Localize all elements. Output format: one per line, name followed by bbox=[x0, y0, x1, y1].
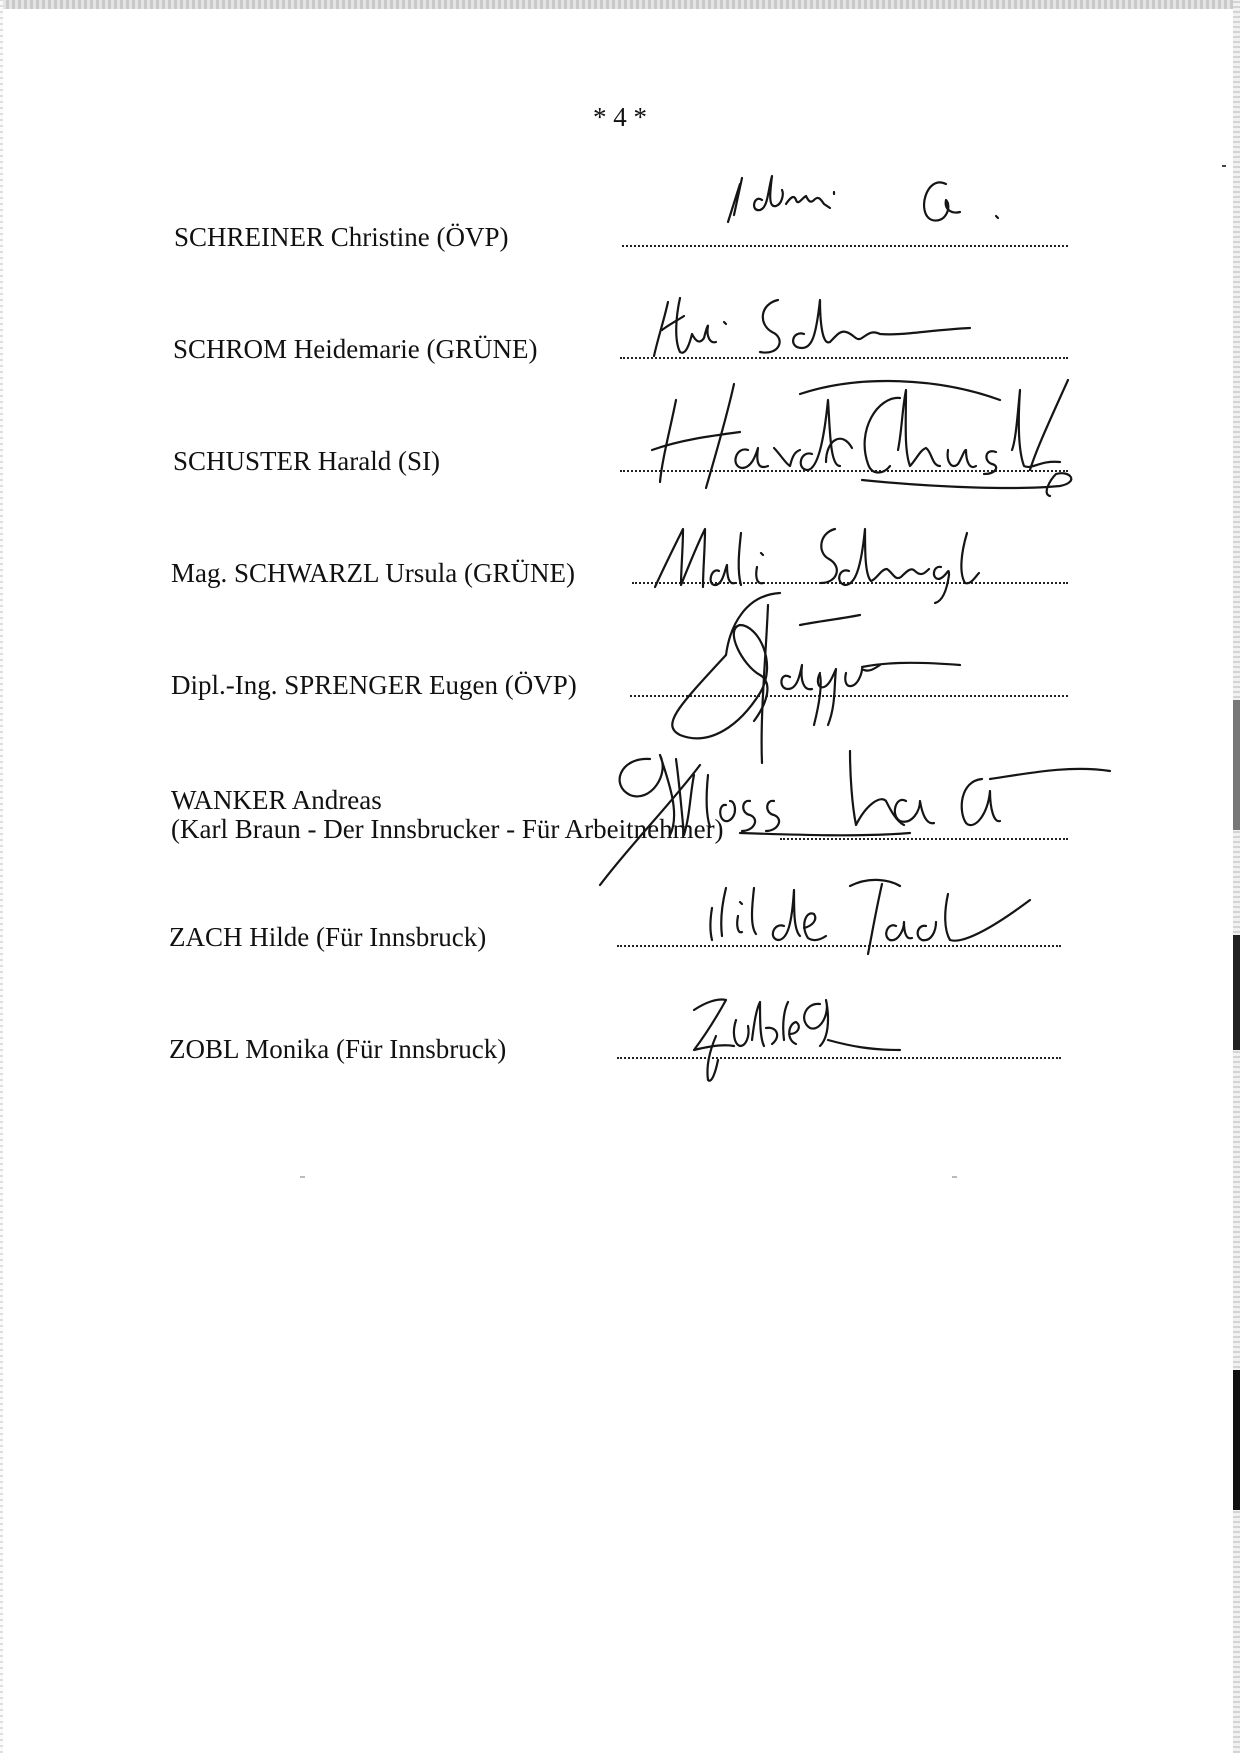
signature-schreiner bbox=[720, 170, 1020, 250]
signatory-name: Dipl.-Ing. SPRENGER Eugen (ÖVP) bbox=[171, 670, 577, 700]
scan-speck bbox=[952, 1176, 957, 1178]
scan-speck bbox=[300, 1176, 305, 1178]
scan-edge-mark bbox=[1233, 1370, 1240, 1510]
signatory-name: SCHUSTER Harald (SI) bbox=[173, 446, 440, 476]
scan-edge-mark bbox=[1233, 935, 1240, 1050]
signatory-name: ZACH Hilde (Für Innsbruck) bbox=[169, 922, 487, 952]
signatory-name: SCHROM Heidemarie (GRÜNE) bbox=[173, 334, 538, 364]
signature-zobl bbox=[680, 980, 920, 1090]
signature-schuster bbox=[640, 370, 1090, 500]
signatory-name: SCHREINER Christine (ÖVP) bbox=[174, 222, 509, 252]
signature-schrom bbox=[640, 290, 980, 370]
signatory-name: WANKER Andreas bbox=[171, 785, 382, 815]
signatory-name: ZOBL Monika (Für Innsbruck) bbox=[169, 1034, 507, 1064]
scan-speck bbox=[1222, 165, 1226, 167]
scan-border-top bbox=[0, 0, 1240, 9]
signatory-affiliation: (Karl Braun - Der Innsbrucker - Für Arbeitnehmer) bbox=[171, 814, 724, 844]
page-number: * 4 * bbox=[593, 102, 647, 132]
signatory-name: Mag. SCHWARZL Ursula (GRÜNE) bbox=[171, 558, 575, 588]
signature-zach bbox=[700, 870, 1060, 970]
scan-edge-mark bbox=[1233, 700, 1240, 830]
scan-border-left bbox=[0, 0, 3, 1753]
